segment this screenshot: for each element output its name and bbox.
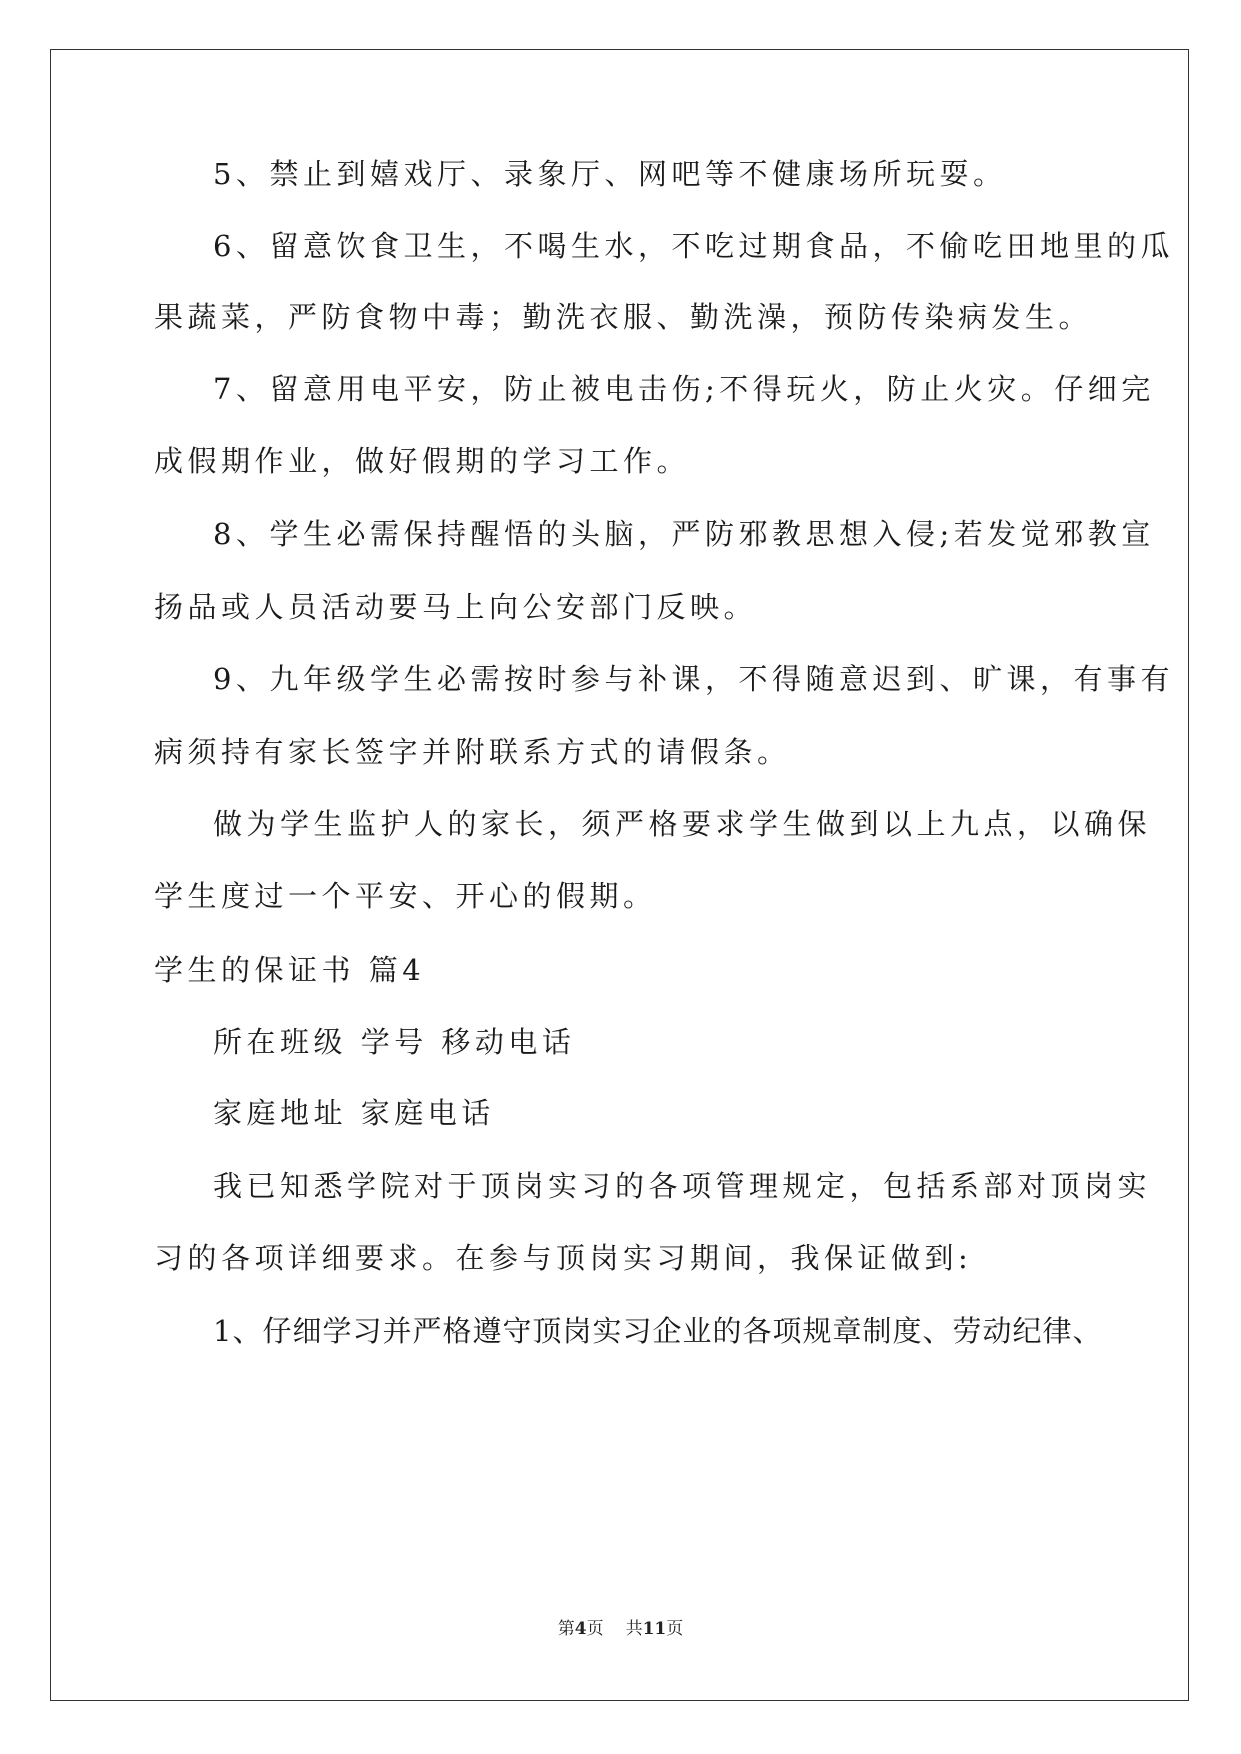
- paragraph-line: 果蔬菜，严防食物中毒；勤洗衣服、勤洗澡，预防传染病发生。: [154, 300, 1093, 334]
- section-heading: 学生的保证书 篇4: [154, 953, 426, 987]
- footer-page-prefix: 第: [557, 1619, 575, 1639]
- paragraph-line: 病须持有家长签字并附联系方式的请假条。: [154, 735, 791, 769]
- paragraph-line: 9、九年级学生必需按时参与补课，不得随意迟到、旷课，有事有: [213, 662, 1174, 696]
- paragraph-line: 7、留意用电平安，防止被电击伤;不得玩火，防止火灾。仔细完: [213, 372, 1155, 406]
- paragraph-line: 成假期作业，做好假期的学习工作。: [154, 444, 691, 478]
- paragraph-line: 8、学生必需保持醒悟的头脑，严防邪教思想入侵;若发觉邪教宣: [213, 517, 1155, 551]
- paragraph-line: 学生度过一个平安、开心的假期。: [154, 879, 657, 913]
- form-fields-line: 家庭地址 家庭电话: [213, 1096, 495, 1130]
- paragraph-line: 习的各项详细要求。在参与顶岗实习期间，我保证做到:: [154, 1241, 973, 1275]
- paragraph-line: 5、禁止到嬉戏厅、录象厅、网吧等不健康场所玩耍。: [213, 157, 1007, 191]
- footer-page-suffix: 页: [586, 1619, 604, 1639]
- footer-page-number: 4: [574, 1619, 587, 1639]
- paragraph-line: 扬品或人员活动要马上向公安部门反映。: [154, 590, 758, 624]
- paragraph-line: 做为学生监护人的家长，须严格要求学生做到以上九点，以确保: [213, 807, 1152, 841]
- form-fields-line: 所在班级 学号 移动电话: [213, 1025, 576, 1059]
- paragraph-line: 1、仔细学习并严格遵守顶岗实习企业的各项规章制度、劳动纪律、: [213, 1314, 1103, 1348]
- footer-total-prefix: 共: [625, 1619, 643, 1639]
- page-footer: [0, 1617, 1241, 1641]
- paragraph-line: 我已知悉学院对于顶岗实习的各项管理规定，包括系部对顶岗实: [213, 1169, 1152, 1203]
- paragraph-line: 6、留意饮食卫生，不喝生水，不吃过期食品，不偷吃田地里的瓜: [213, 229, 1174, 263]
- footer-total-suffix: 页: [666, 1619, 684, 1639]
- footer-total-pages: 11: [642, 1619, 667, 1639]
